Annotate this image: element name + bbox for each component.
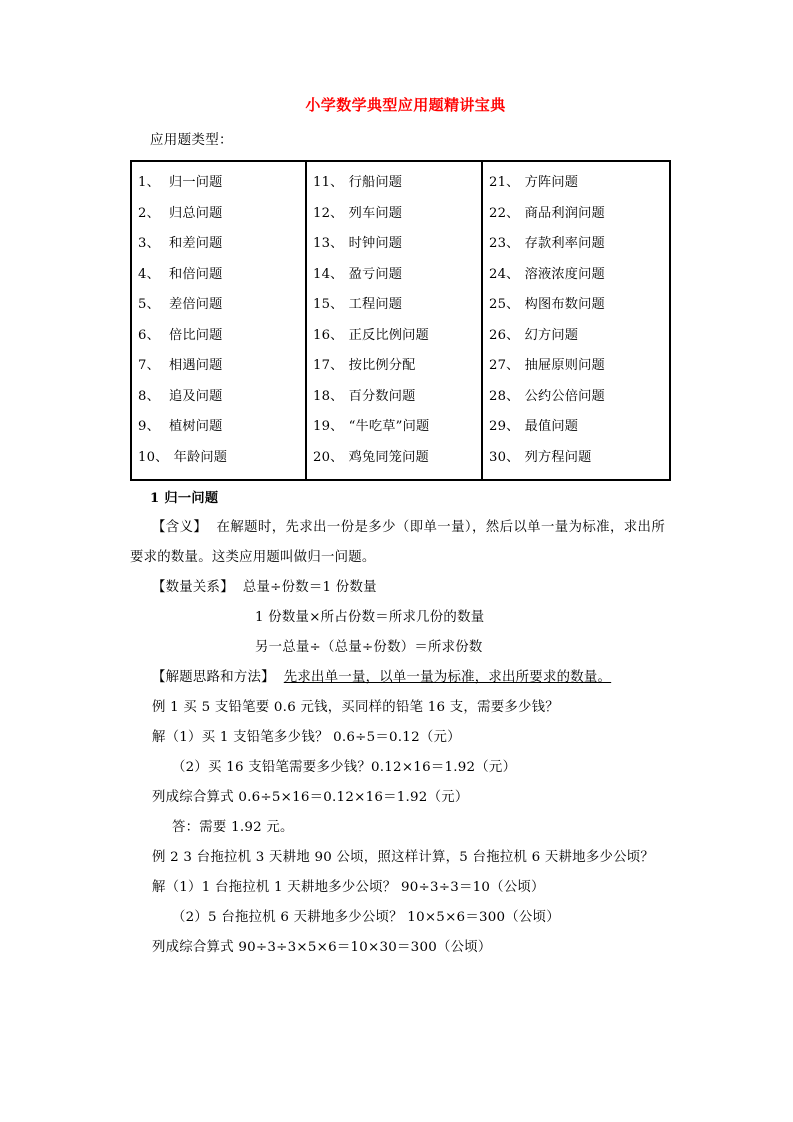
- item-number: 19、: [313, 419, 344, 434]
- item-number: 20、: [313, 449, 344, 465]
- item-label: 正反比例问题: [348, 327, 429, 343]
- item-number: 17、: [313, 358, 344, 373]
- item-number: 16、: [313, 327, 344, 343]
- item-number: 27、: [489, 358, 520, 373]
- relation-line-2: 1 份数量×所占份数＝所求几份的数量: [255, 610, 485, 625]
- list-item: [132, 290, 305, 321]
- item-label: 溶液浓度问题: [524, 266, 605, 282]
- item-number: 21、: [489, 175, 520, 190]
- application-types-table: [130, 160, 671, 481]
- item-label: 鸡兔同笼问题: [348, 449, 429, 465]
- relation-line-2-row: [130, 603, 665, 633]
- item-number: 12、: [313, 205, 344, 221]
- item-number: 18、: [313, 388, 344, 404]
- item-label: 和差问题: [169, 236, 223, 251]
- method-text: 先求出单一量，以单一量为标准，求出所要求的数量。: [283, 670, 612, 685]
- list-item: [307, 351, 481, 382]
- meaning-paragraph: [130, 513, 665, 573]
- example2-step2: （2）5 台拖拉机 6 天耕地多少公顷？ 10×5×6＝300（公顷）: [172, 910, 560, 925]
- types-column-3: [482, 161, 670, 480]
- list-item: [483, 260, 669, 291]
- item-label: 植树问题: [169, 419, 223, 434]
- list-item: [483, 382, 669, 413]
- item-number: 15、: [313, 297, 344, 312]
- list-item: [132, 260, 305, 291]
- item-number: 22、: [489, 205, 520, 221]
- list-item: [307, 260, 481, 291]
- item-number: 4、: [138, 266, 160, 282]
- relation-line-1: 总量÷份数＝1 份数量: [242, 580, 377, 595]
- list-item: [307, 168, 481, 199]
- types-section-label: 应用题类型：: [150, 132, 233, 148]
- list-item: [483, 199, 669, 230]
- item-number: 2、: [138, 205, 160, 221]
- list-item: [483, 351, 669, 382]
- item-number: 9、: [138, 419, 160, 434]
- list-item: [483, 290, 669, 321]
- list-item: [483, 168, 669, 199]
- list-item: [132, 321, 305, 352]
- item-label: 方阵问题: [524, 175, 579, 190]
- item-label: 归一问题: [169, 175, 223, 190]
- item-label: 时钟问题: [348, 236, 403, 251]
- item-label: 幻方问题: [524, 327, 579, 343]
- item-label: 百分数问题: [348, 388, 416, 404]
- item-number: 25、: [489, 297, 520, 312]
- document-content: [130, 94, 665, 963]
- list-item: [307, 412, 481, 443]
- item-label: 和倍问题: [169, 266, 223, 282]
- example1-answer: 答：需要 1.92 元。: [172, 820, 294, 835]
- list-item: [132, 351, 305, 382]
- method-tag: 【解题思路和方法】: [152, 670, 275, 685]
- item-label: 相遇问题: [169, 358, 223, 373]
- example1-step2: （2）买 16 支铅笔需要多少钱？0.12×16＝1.92（元）: [172, 760, 517, 775]
- item-label: 工程问题: [348, 297, 403, 312]
- item-number: 13、: [313, 236, 344, 251]
- item-label: 行船问题: [348, 175, 403, 190]
- example1-statement: 例 1 买 5 支铅笔要 0.6 元钱，买同样的铅笔 16 支，需要多少钱？: [152, 700, 559, 715]
- item-number: 3、: [138, 236, 160, 251]
- item-label: 追及问题: [169, 388, 223, 404]
- meaning-text: 在解题时，先求出一份是多少（即单一量），然后以单一量为标准，求出所要求的数量。这类应用题叫做归一问题。: [130, 520, 665, 565]
- meaning-tag: 【含义】: [152, 520, 208, 535]
- section-heading-1: 1 归一问题: [150, 491, 219, 506]
- item-number: 28、: [489, 388, 520, 404]
- list-item: [132, 168, 305, 199]
- item-number: 23、: [489, 236, 520, 251]
- item-label: 差倍问题: [169, 297, 223, 312]
- item-label: “牛吃草”问题: [348, 419, 430, 434]
- item-number: 24、: [489, 266, 520, 282]
- item-number: 8、: [138, 388, 160, 404]
- list-item: [483, 412, 669, 443]
- item-number: 6、: [138, 327, 160, 343]
- list-item: [307, 382, 481, 413]
- item-number: 30、: [489, 449, 520, 465]
- list-item: [132, 229, 305, 260]
- item-number: 26、: [489, 327, 520, 343]
- item-number: 5、: [138, 297, 160, 312]
- item-label: 归总问题: [169, 205, 223, 221]
- item-label: 构图布数问题: [524, 297, 605, 312]
- relation-tag: 【数量关系】: [152, 580, 234, 595]
- example2-statement: 例 2 3 台拖拉机 3 天耕地 90 公顷，照这样计算，5 台拖拉机 6 天耕地多少公顷？: [152, 850, 655, 865]
- list-item: [307, 443, 481, 474]
- example2-combined: 列成综合算式 90÷3÷3×5×6＝10×30＝300（公顷）: [152, 940, 492, 955]
- page-title: 小学数学典型应用题精讲宝典: [305, 96, 506, 114]
- example1-combined: 列成综合算式 0.6÷5×16＝0.12×16＝1.92（元）: [152, 790, 469, 805]
- item-label: 抽屉原则问题: [524, 358, 605, 373]
- list-item: [132, 443, 305, 474]
- item-label: 列方程问题: [524, 449, 592, 465]
- relation-line-3: 另一总量÷（总量÷份数）＝所求份数: [255, 640, 483, 655]
- example1-step1: 解（1）买 1 支铅笔多少钱？ 0.6÷5＝0.12（元）: [152, 730, 461, 745]
- item-number: 14、: [313, 266, 344, 282]
- item-label: 商品利润问题: [524, 205, 605, 221]
- item-number: 29、: [489, 419, 520, 434]
- list-item: [132, 382, 305, 413]
- item-label: 倍比问题: [169, 327, 223, 343]
- types-column-2: [306, 161, 482, 480]
- list-item: [307, 321, 481, 352]
- item-label: 公约公倍问题: [524, 388, 605, 404]
- list-item: [307, 229, 481, 260]
- item-label: 盈亏问题: [348, 266, 403, 282]
- relation-paragraph: [130, 573, 665, 603]
- item-label: 列车问题: [348, 205, 403, 221]
- item-number: 1、: [138, 175, 160, 190]
- item-number: 10、: [138, 449, 169, 465]
- item-number: 11、: [313, 175, 344, 190]
- list-item: [307, 290, 481, 321]
- item-label: 存款利率问题: [524, 236, 605, 251]
- types-column-1: [131, 161, 306, 480]
- list-item: [132, 412, 305, 443]
- list-item: [307, 199, 481, 230]
- item-number: 7、: [138, 358, 160, 373]
- item-label: 年龄问题: [173, 449, 228, 465]
- list-item: [483, 443, 669, 474]
- item-label: 最值问题: [524, 419, 579, 434]
- item-label: 按比例分配: [348, 358, 416, 373]
- list-item: [132, 199, 305, 230]
- example2-step1: 解（1）1 台拖拉机 1 天耕地多少公顷？ 90÷3÷3＝10（公顷）: [152, 880, 545, 895]
- relation-line-3-row: [130, 633, 665, 663]
- list-item: [483, 229, 669, 260]
- list-item: [483, 321, 669, 352]
- method-paragraph: [130, 663, 665, 693]
